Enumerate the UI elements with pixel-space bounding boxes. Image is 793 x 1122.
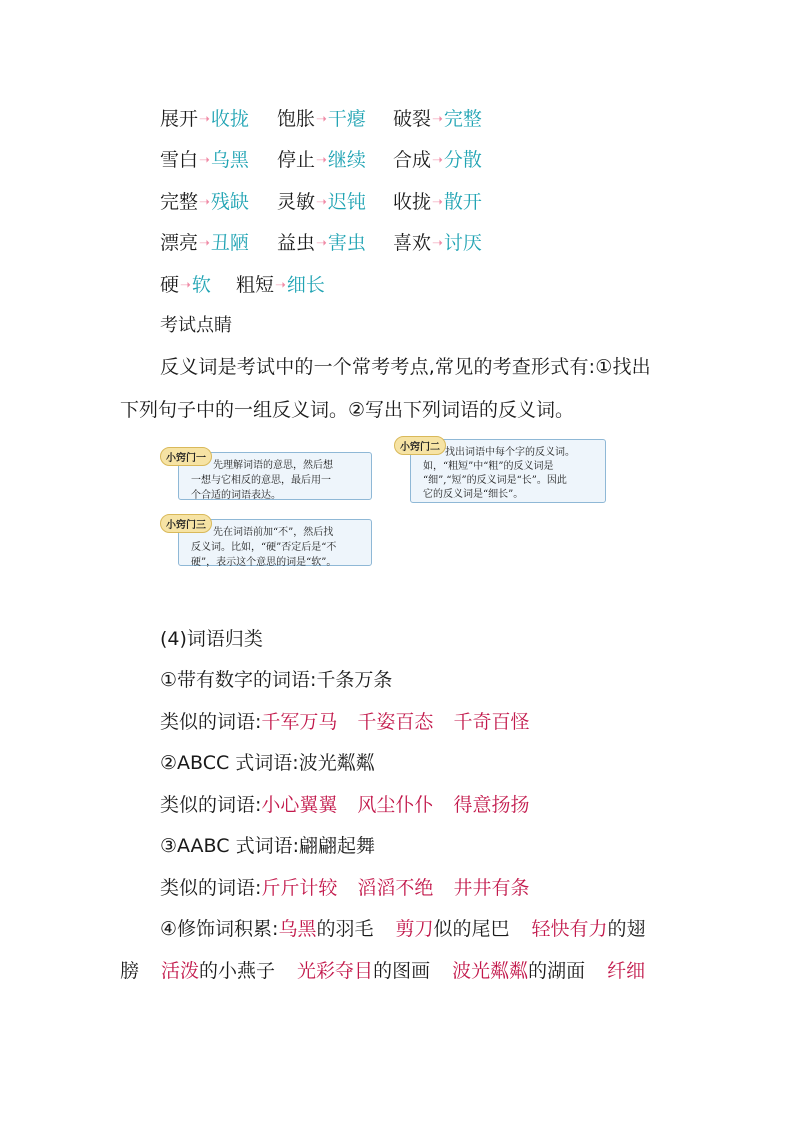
modifier-noun: 的图画 <box>373 960 431 982</box>
similar-row-3 <box>160 875 529 901</box>
arrow-icon: ➝ <box>432 153 443 168</box>
arrow-icon: ➝ <box>180 278 191 293</box>
tip3-line1: 先在词语前加“不”，然后找 <box>213 527 334 538</box>
tip2-line1: 找出词语中每个字的反义词。 <box>445 447 575 458</box>
arrow-icon: ➝ <box>316 112 327 127</box>
similar-word: 千军万马 <box>261 711 338 733</box>
similar-word: 千奇百怪 <box>453 711 530 733</box>
antonym-word: 收拢 <box>210 108 249 130</box>
antonym-word: 完整 <box>443 108 482 130</box>
modifier-noun: 似的尾巴 <box>433 918 510 940</box>
modifier-row-2 <box>120 958 645 984</box>
similar-row-2 <box>160 792 529 818</box>
modifier-word: 剪刀 <box>395 918 434 940</box>
arrow-icon: ➝ <box>432 112 443 127</box>
antonym-pair <box>277 230 366 259</box>
source-word: 展开 <box>160 108 199 130</box>
modifier-word: 波光粼粼 <box>452 960 529 982</box>
source-word: 喜欢 <box>393 232 432 254</box>
antonym-pair <box>277 106 366 135</box>
modifier-noun: 的小燕子 <box>199 960 276 982</box>
antonym-pair <box>277 147 366 176</box>
modifier-noun: 的翅 <box>607 918 646 940</box>
similar-row-1 <box>160 709 529 735</box>
similar-word: 滔滔不绝 <box>357 877 434 899</box>
modifier-noun: 的羽毛 <box>316 918 374 940</box>
source-word: 粗短 <box>236 274 275 296</box>
antonym-word: 乌黑 <box>210 149 249 171</box>
antonym-pair <box>160 230 249 259</box>
arrow-icon: ➝ <box>199 112 210 127</box>
modifier-row-1 <box>160 916 646 942</box>
similar-word: 井井有条 <box>453 877 530 899</box>
antonym-word: 细长 <box>286 274 325 296</box>
source-word: 灵敏 <box>277 191 316 213</box>
tip-tag-2: 小窍门二 <box>394 436 446 455</box>
source-word: 收拢 <box>393 191 432 213</box>
tip2-line3: “细”,“短”的反义词是“长”。因此 <box>423 475 567 486</box>
modifier-word: 光彩夺目 <box>297 960 374 982</box>
antonym-pair <box>393 230 482 259</box>
antonym-pair <box>160 147 249 176</box>
antonym-pair <box>393 189 482 218</box>
antonym-word: 讨厌 <box>443 232 482 254</box>
modifier-word: 乌黑 <box>278 918 317 940</box>
antonym-word: 残缺 <box>210 191 249 213</box>
arrow-icon: ➝ <box>275 278 286 293</box>
modifier-word: 纤细 <box>607 960 646 982</box>
modifier-label: ④修饰词积累: <box>160 918 279 940</box>
antonym-pair <box>393 106 482 135</box>
tip3-line3: 硬”，表示这个意思的词是“软”。 <box>191 557 337 568</box>
arrow-icon: ➝ <box>199 153 210 168</box>
arrow-icon: ➝ <box>316 195 327 210</box>
antonym-pair <box>393 147 482 176</box>
similar-label: 类似的词语: <box>160 794 262 816</box>
tip1-line1: 先理解词语的意思，然后想 <box>213 460 333 471</box>
source-word: 益虫 <box>277 232 316 254</box>
modifier-noun: 膀 <box>120 960 140 982</box>
tip3-line2: 反义词。比如，“硬”否定后是“不 <box>191 542 337 553</box>
source-word: 破裂 <box>393 108 432 130</box>
antonym-word: 干瘪 <box>327 108 366 130</box>
similar-label: 类似的词语: <box>160 711 262 733</box>
tip2-line2: 如，“粗短”中“粗”的反义词是 <box>423 461 554 472</box>
arrow-icon: ➝ <box>432 236 443 251</box>
source-word: 漂亮 <box>160 232 199 254</box>
exam-paragraph-line1: 反义词是考试中的一个常考考点,常见的考查形式有:①找出 <box>160 356 651 378</box>
similar-label: 类似的词语: <box>160 877 262 899</box>
arrow-icon: ➝ <box>316 236 327 251</box>
source-word: 硬 <box>160 274 180 296</box>
arrow-icon: ➝ <box>432 195 443 210</box>
antonym-word: 丑陋 <box>210 232 249 254</box>
exam-heading: 考试点睛 <box>160 315 232 336</box>
classify-item2: ②ABCC 式词语:波光粼粼 <box>160 752 375 774</box>
antonym-pair <box>160 189 249 218</box>
similar-word: 斤斤计较 <box>261 877 338 899</box>
tip-tag-3: 小窍门三 <box>160 514 212 533</box>
source-word: 完整 <box>160 191 199 213</box>
similar-word: 得意扬扬 <box>453 794 530 816</box>
antonym-word: 害虫 <box>327 232 366 254</box>
similar-word: 风尘仆仆 <box>357 794 434 816</box>
classify-item3: ③AABC 式词语:翩翩起舞 <box>160 835 375 857</box>
source-word: 饱胀 <box>277 108 316 130</box>
antonym-word: 迟钝 <box>327 191 366 213</box>
similar-word: 小心翼翼 <box>261 794 338 816</box>
modifier-word: 活泼 <box>161 960 200 982</box>
antonym-word: 分散 <box>443 149 482 171</box>
source-word: 停止 <box>277 149 316 171</box>
arrow-icon: ➝ <box>199 236 210 251</box>
exam-paragraph-line2: 下列句子中的一组反义词。②写出下列词语的反义词。 <box>120 399 575 421</box>
classify-item1: ①带有数字的词语:千条万条 <box>160 669 393 691</box>
source-word: 合成 <box>393 149 432 171</box>
tip1-line2: 一想与它相反的意思，最后用一 <box>191 475 331 486</box>
source-word: 雪白 <box>160 149 199 171</box>
tip-tag-1: 小窍门一 <box>160 447 212 466</box>
antonym-pair <box>277 189 366 218</box>
modifier-noun: 的湖面 <box>528 960 586 982</box>
tip2-line4: 它的反义词是“细长”。 <box>423 489 524 500</box>
antonym-pair <box>236 272 325 301</box>
modifier-word: 轻快有力 <box>531 918 608 940</box>
antonym-pair <box>160 272 211 301</box>
antonym-word: 软 <box>191 274 211 296</box>
antonym-pair <box>160 106 249 135</box>
antonym-word: 继续 <box>327 149 366 171</box>
tip1-line3: 个合适的词语表达。 <box>191 490 281 501</box>
arrow-icon: ➝ <box>199 195 210 210</box>
arrow-icon: ➝ <box>316 153 327 168</box>
similar-word: 千姿百态 <box>357 711 434 733</box>
antonym-word: 散开 <box>443 191 482 213</box>
classify-heading: (4)词语归类 <box>160 628 263 650</box>
